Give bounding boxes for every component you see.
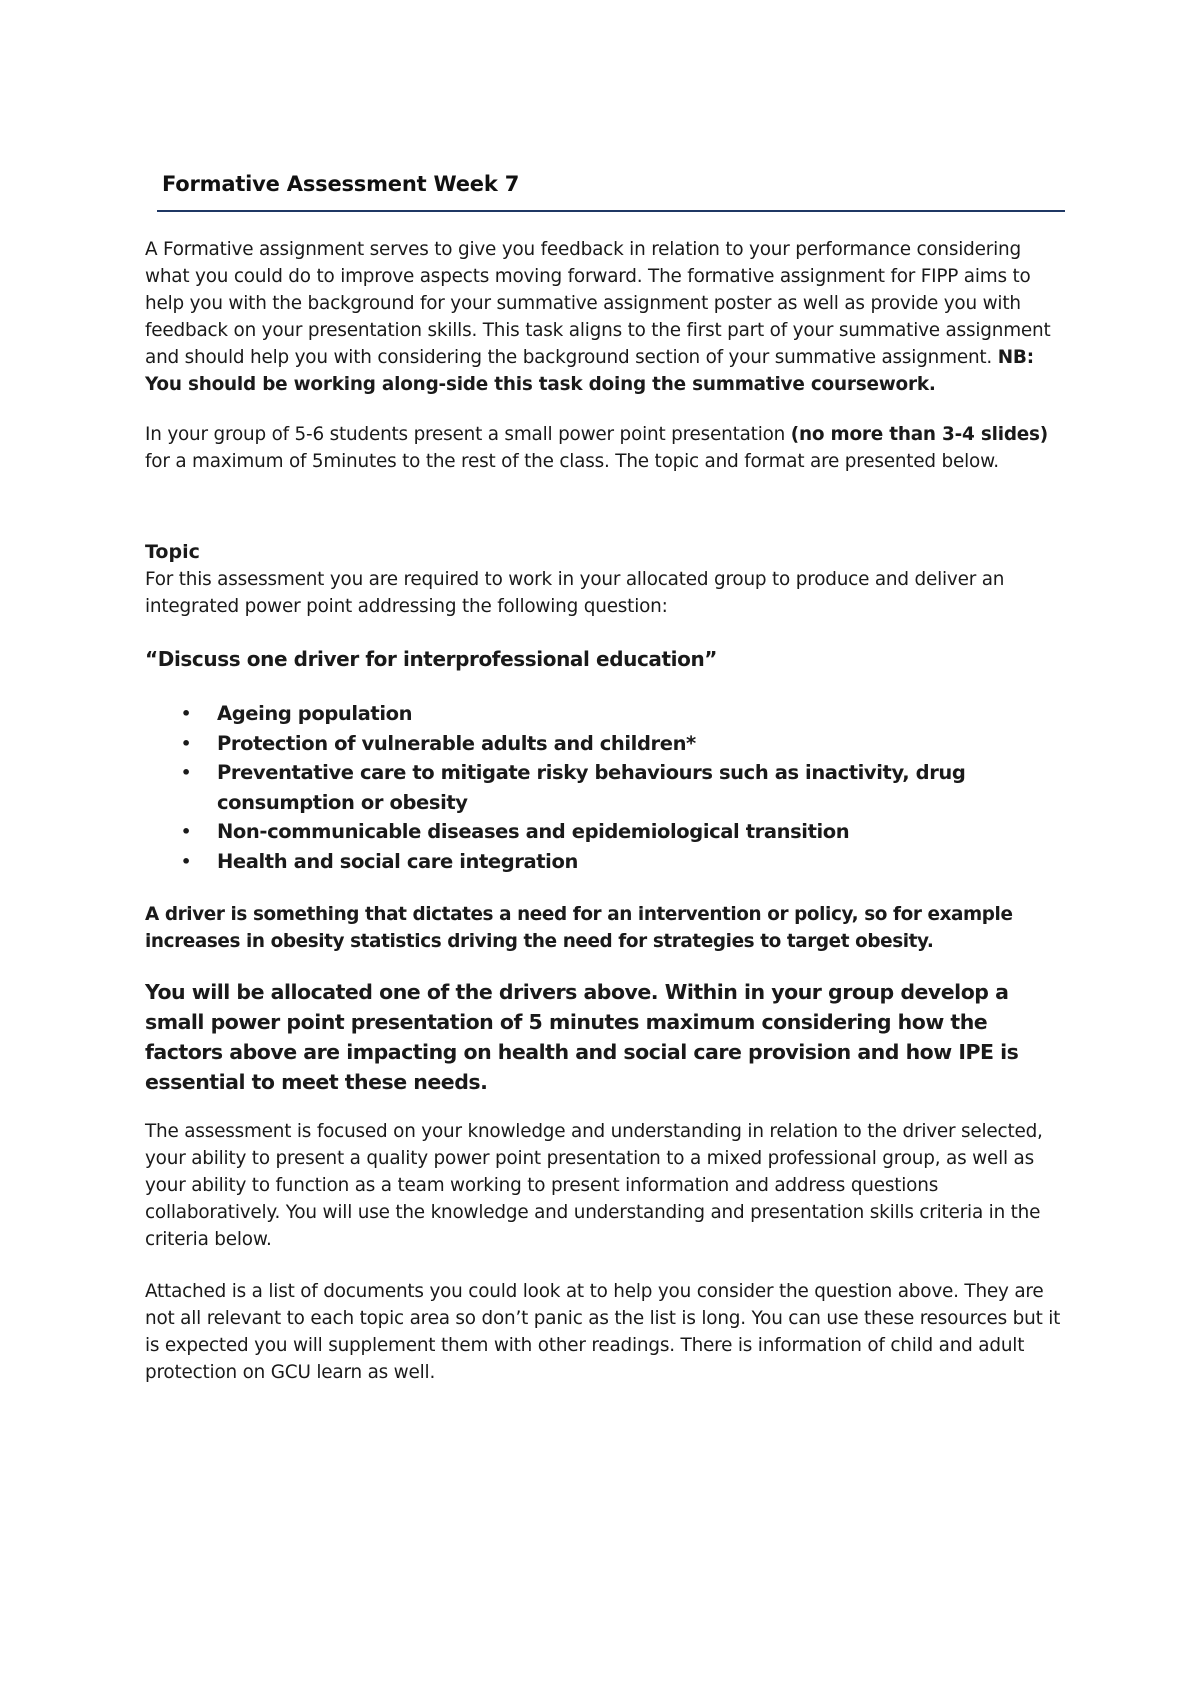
list-item [181, 729, 1065, 759]
topic-text: For this assessment you are required to work in your allocated group to produce and deliver an integrated power point addressing the following question: [145, 569, 1005, 617]
page-title: Formative Assessment Week 7 [162, 172, 520, 196]
intro-paragraph [145, 236, 1065, 398]
drivers-list [145, 699, 1065, 876]
driver-label: Preventative care to mitigate risky behaviours such as inactivity, drug consumption or obesity [217, 761, 966, 814]
bullet-icon: • [181, 763, 191, 782]
group-text-before: In your group of 5-6 students present a small power point presentation [145, 424, 791, 445]
list-item [181, 699, 1065, 729]
attached-documents-paragraph: Attached is a list of documents you could look at to help you consider the question above. They are not all relevant to each topic area so don’t panic as the list is long. You can use these resources but it is expected you will supplement them with other readings. There is information of child and adult protection on GCU learn as well. [145, 1281, 1061, 1383]
intro-text: A Formative assignment serves to give you feedback in relation to your performance considering what you could do to improve aspects moving forward. The formative assignment for FIPP aims to help you with the background for your summative assignment poster as well as provide you with feedback on your presentation skills. This task aligns to the first part of your summative assignment and should help you with considering the background section of your summative assignment. [145, 239, 1051, 368]
bullet-icon: • [181, 822, 191, 841]
bullet-icon: • [181, 733, 191, 753]
assessment-focus-paragraph: The assessment is focused on your knowledge and understanding in relation to the driver selected, your ability to present a quality power point presentation to a mixed professional group, as well as your ability to function as a team working to present information and address questions collaboratively. You will use the knowledge and understanding and presentation skills criteria in the criteria below. [145, 1121, 1043, 1250]
list-item [181, 847, 1065, 877]
document-content [145, 150, 1065, 1386]
driver-label: Protection of vulnerable adults and children* [217, 731, 696, 755]
group-text-after: for a maximum of 5minutes to the rest of the class. The topic and format are presented below. [145, 451, 999, 472]
title-divider [157, 210, 1065, 212]
driver-label: Health and social care integration [217, 849, 578, 873]
bullet-icon: • [181, 704, 191, 723]
bullet-icon: • [181, 851, 191, 871]
list-item [181, 758, 1065, 817]
assessment-question: “Discuss one driver for interprofessional education” [145, 647, 718, 671]
list-item [181, 817, 1065, 847]
group-slide-limit: (no more than 3-4 slides) [790, 424, 1049, 445]
allocation-instructions: You will be allocated one of the drivers above. Within in your group develop a small power point presentation of 5 minutes maximum considering how the factors above are impacting on health and social care provision and how IPE is essential to meet these needs. [145, 980, 1019, 1094]
topic-heading: Topic [145, 541, 200, 563]
driver-label: Ageing population [217, 702, 413, 725]
intro-note: NB: You should be working along-side this task doing the summative coursework. [145, 347, 1034, 395]
driver-definition: A driver is something that dictates a need for an intervention or policy, so for example increases in obesity statistics driving the need for strategies to target obesity. [145, 904, 1013, 952]
group-paragraph [145, 421, 1065, 475]
driver-label: Non-communicable diseases and epidemiological transition [217, 820, 850, 843]
